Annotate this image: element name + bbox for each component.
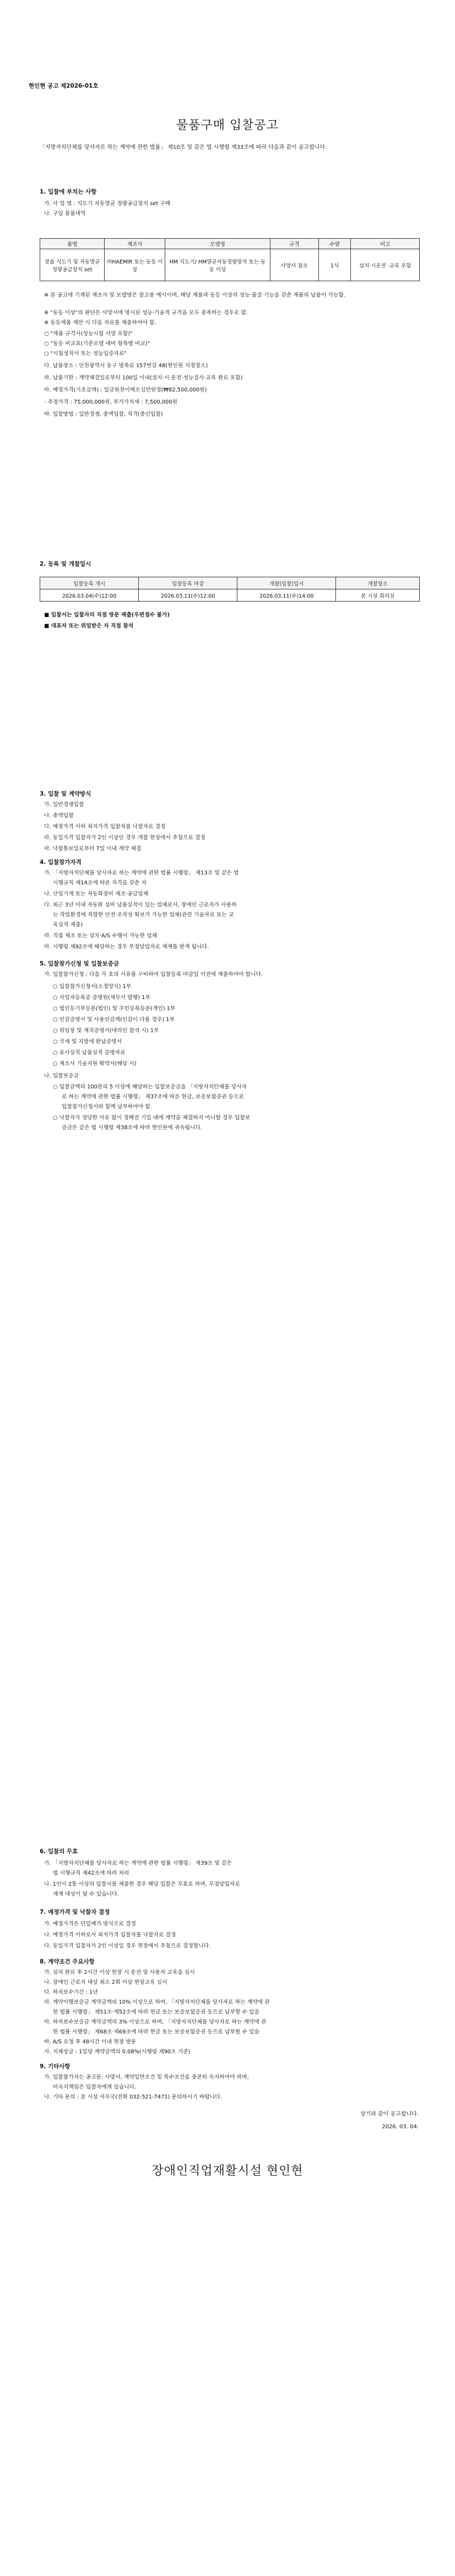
list-item-cont: 시행규칙 제14조에 따른 자격을 갖춘 자	[53, 880, 147, 886]
list-item: 라. 직접 제조 또는 설치·A/S 수행이 가능한 업체	[44, 933, 158, 939]
item-table	[40, 238, 420, 281]
list-item: 나. 산업기계 또는 자동화장비 제조·공급업체	[44, 891, 149, 897]
note-equivalent: ※ "동등 이상"의 판단은 사양서에 명시된 성능·기술적 규격을 모두 충족하는 경우로 함.	[44, 310, 248, 316]
table-cell: 1식	[318, 249, 351, 281]
list-item: 다. 최근 3년 이내 자동화 설비 납품실적이 있는 업체로서, 장애인 근로자가 사용하	[44, 902, 237, 908]
list-item: 가. 입찰참가자는 공고문, 사양서, 계약일반조건 및 특수조건을 충분히 숙지하여야 하며,	[44, 2074, 249, 2080]
list-item: 나. 입찰보증금	[44, 1073, 79, 1079]
schedule-table	[40, 577, 420, 602]
schedule-header: 입찰등록 개시	[40, 577, 139, 589]
estimated-price: 마. 예정가격(기초금액) : 일금원천이백오십만원정(₩82,500,000원)	[44, 387, 207, 393]
table-cell: 젖솔 식도기 및 자동멸균 정량공급장치 set	[40, 249, 105, 281]
closing-statement: 상기와 같이 공고합니다.	[360, 2111, 419, 2117]
doc-item: ○ 국세 및 지방세 완납증명서	[53, 1039, 122, 1045]
list-item-cont: 법 시행규칙 제42조에 따라 처리	[53, 1870, 129, 1876]
list-item-cont: 한 법률 시행령」 제51조·제52조에 따라 현금 또는 보증보험증권 등으로 납부할 수 있음	[53, 2009, 259, 2015]
doc-item: ○ 입찰참가신청서(소정양식) 1부	[53, 984, 132, 990]
doc-test: ○ "시험성적서 또는 성능입증자료"	[44, 351, 127, 357]
submission-note: ■ 입찰서는 입찰자의 직접 방문 제출(우편접수 불가)	[44, 612, 170, 618]
list-item: 마. 시행령 제92조에 해당하는 경우 부정당업자로 제재를 받게 됩니다.	[44, 944, 209, 950]
list-item: ○ 입찰금액의 100분의 5 이상에 해당하는 입찰보증금을 「지방자치단체를 당사자	[53, 1084, 247, 1090]
list-item: 다. 동일가격 입찰자가 2인 이상일 경우 현장에서 추첨으로 결정합니다.	[44, 1943, 211, 1949]
section-3-heading: 3. 입찰 및 계약방식	[40, 791, 91, 797]
list-item-cont: 는 작업환경에 적합한 안전·조작성 확보가 가능한 업체(관련 기술자료 또는 교	[53, 912, 234, 918]
item-table-header: 품명	[40, 239, 105, 249]
note-reference-model: ※ 본 공고에 기재된 제조사 및 모델명은 참고용 예시이며, 해당 제품과 동등 이상의 성능·품질·기능을 갖춘 제품의 납품이 가능함.	[44, 292, 345, 298]
bid-method: 바. 입찰방법 : 일반경쟁, 총액입찰, 적격(총인입찰)	[44, 411, 163, 417]
notice-date: 2026. 03. 04.	[382, 2124, 419, 2130]
section-5-heading: 5. 입찰참가신청 및 입찰보증금	[40, 960, 119, 967]
list-item: 마. 낙찰통보일로부터 7일 이내 계약 체결	[44, 846, 142, 852]
estimated-breakdown: - 추정가격 : 75,000,000원, 부가가치세 : 7,500,000원	[44, 399, 177, 405]
list-item: 나. 총액입찰	[44, 813, 74, 819]
list-item: 가. 「지방자치단체를 당사자로 하는 계약에 관한 법률 시행령」 제13조 및 같은 법	[44, 870, 239, 876]
table-cell: 2026.03.04(수)12:00	[40, 589, 139, 602]
list-item: 가. 「지방자치단체를 당사자로 하는 계약에 관한 법률 시행령」 제39조 및 같은	[44, 1860, 232, 1866]
list-item: 다. 하자보수기간 : 1년	[44, 1989, 98, 1995]
item-list-label: 나. 구입 물품내역	[44, 211, 86, 217]
section-8-heading: 8. 계약조건 주요사항	[40, 1958, 95, 1965]
table-cell: ㈜HAEMIR 또는 동등 이상	[105, 249, 165, 281]
list-item: 다. 예정가격 이하 최저가격 입찰자를 낙찰자로 결정	[44, 824, 166, 830]
section-9-heading: 9. 기타사항	[40, 2063, 71, 2070]
table-row	[40, 249, 420, 281]
list-item: 가. 일반경쟁입찰	[44, 802, 84, 808]
section-2-heading: 2. 등록 및 개찰일시	[40, 561, 91, 567]
schedule-header: 입찰등록 마감	[139, 577, 237, 589]
schedule-header: 개찰장소	[336, 577, 420, 589]
list-item: 나. 예정가격 이하로서 최저가격 입찰자를 낙찰자로 결정	[44, 1932, 176, 1938]
attendance-note: ■ 대표자 또는 위임받은 자 직접 참석	[44, 623, 134, 629]
doc-item: ○ 사업자등록증 증명원(세무서 발행) 1부	[53, 995, 150, 1001]
doc-item: ○ 위임장 및 재직증명서(대리인 참석 시) 1부	[53, 1028, 159, 1034]
section-1-heading: 1. 입찰에 부치는 사항	[40, 189, 97, 195]
doc-item: ○ 유사실적 납품실적 증명자료	[53, 1050, 126, 1056]
document-title: 물품구매 입찰공고	[176, 119, 279, 132]
delivery-place: 다. 납품장소 : 인천광역시 동구 방축로 157번길 48(현인원 지정장소)	[44, 363, 208, 369]
list-item: 가. 예정가격은 단일예가 방식으로 결정	[44, 1921, 136, 1927]
list-item: 나. 1인이 2통 이상의 입찰서를 제출한 경우 해당 입찰은 무효로 하며, 무정당입자로	[44, 1881, 240, 1887]
table-row	[40, 589, 420, 602]
list-item: 가. 설치 완료 후 2시간 이상 현장 시 운전 및 사용자 교육을 실시	[44, 1969, 195, 1976]
item-table-header: 모델명	[165, 239, 270, 249]
item-table-header: 제조사	[105, 239, 165, 249]
list-item-cont: 로 하는 계약에 관한 법률 시행령」 제37조에 따른 현금, 보증보험증권 등으로	[62, 1094, 244, 1100]
section-6-heading: 6. 입찰의 무효	[40, 1848, 78, 1855]
doc-item: ○ 법인등기부등본(법인) 및 주민등록등본(개인) 1부	[53, 1006, 176, 1012]
schedule-header-row	[40, 577, 420, 589]
list-item-cont: 미숙지책임은 입찰자에게 있습니다.	[53, 2084, 137, 2090]
item-table-header: 수량	[318, 239, 351, 249]
notice-number: 현인현 공고 제2026-01호	[29, 83, 99, 89]
delivery-deadline: 라. 납품기한 : 계약체결일로부터 100일 이내(설치·시 운전·성능검사·교육 완료 포함)	[44, 375, 243, 381]
list-item: 마. 하자보수보증금 계약금액의 3% 이상으로 하며, 「지방자치단체를 당사자로 하는 계약에 관	[44, 2019, 267, 2025]
table-cell: 설치·시운전 ·교육 포함	[351, 249, 420, 281]
list-item: 나. 장애인 근로자 대상 최소 2회 이상 현장교육 실시	[44, 1979, 167, 1985]
schedule-header: 개찰(입찰)일시	[237, 577, 336, 589]
project-name: 가. 사 업 명 : 식도기 자동멸균 정량공급장치 set 구매	[44, 201, 171, 207]
table-cell: 2026.03.11(수)12:00	[139, 589, 237, 602]
note-submission: ※ 동등제품 제안 시 다음 자료를 제출하여야 함.	[44, 320, 156, 326]
list-item: 가. 입찰참가신청 : 다음 각 호의 서류를 구비하여 입찰등록 마감일 이전에 제출하여야 합니다.	[44, 972, 263, 978]
list-item-cont: 한 법률 시행령」 제68조·제69조에 따라 현금 또는 보증보험증권 등으로 납부할 수 있음	[53, 2029, 259, 2035]
list-item-cont: 입찰참가신청서와 함께 납부하여야 함.	[62, 1104, 152, 1110]
list-item: 라. 동일가격 입찰자가 2인 이상인 경우 개찰 현장에서 추첨으로 결정	[44, 835, 205, 841]
list-item: ○ 낙찰자가 정당한 사유 없이 정해진 기일 내에 계약을 체결하지 아니할 경우 입찰보	[53, 1115, 251, 1121]
list-item: 나. 기타 문의 : 본 시설 사무국(전화 032-521-7471) 문의하시기 바랍니다.	[44, 2094, 222, 2100]
table-cell: 사양서 참조	[270, 249, 318, 281]
item-table-header: 비고	[351, 239, 420, 249]
organization-name: 장애인직업재활시설 현인현	[151, 2164, 304, 2178]
list-item-cont: 육실적 제출)	[53, 922, 83, 928]
item-table-header: 규격	[270, 239, 318, 249]
doc-spec: ○ "제품 규격서(성능시험 사양 포함)"	[44, 331, 133, 337]
list-item-cont: 제재 대상이 될 수 있습니다.	[53, 1891, 119, 1897]
list-item: 라. 계약이행보증금 계약금액의 10% 이상으로 하며, 「지방자치단체를 당사자로 하는 계약에 관	[44, 1999, 270, 2005]
doc-item: ○ 제조사 기술지원 확약서(해당 시)	[53, 1061, 137, 1067]
doc-item: ○ 인감증명서 및 사용인감계(인감이 다를 경우) 1부	[53, 1017, 175, 1023]
list-item-cont: 증금은 같은 법 시행령 제38조에 따라 현인원에 귀속됩니다.	[62, 1125, 203, 1131]
intro-paragraph: 「지방자치단체를 당사자로 하는 계약에 관한 법률」 제10조 및 같은 법 시행령 제33조에 따라 다음과 같이 공고합니다.	[40, 144, 327, 151]
doc-compare: ○ "동등 비교표(기준모델 대비 항목별 비교)"	[44, 341, 150, 347]
item-table-header-row	[40, 239, 420, 249]
table-cell: HM 식도기/ HM멸균자동정량장치 또는 동등 이상	[165, 249, 270, 281]
list-item: 바. A/S 요청 후 48시간 이내 현장 방문	[44, 2039, 137, 2045]
table-cell: 2026.03.11(수)14:00	[237, 589, 336, 602]
section-4-heading: 4. 입찰참가자격	[40, 859, 82, 866]
section-7-heading: 7. 예정가격 및 낙찰자 결정	[40, 1909, 110, 1915]
table-cell: 본 시설 회의실	[336, 589, 420, 602]
list-item: 사. 지체상금 : 1일당 계약금액의 0.08%(시행령 제90조 기준)	[44, 2049, 191, 2055]
